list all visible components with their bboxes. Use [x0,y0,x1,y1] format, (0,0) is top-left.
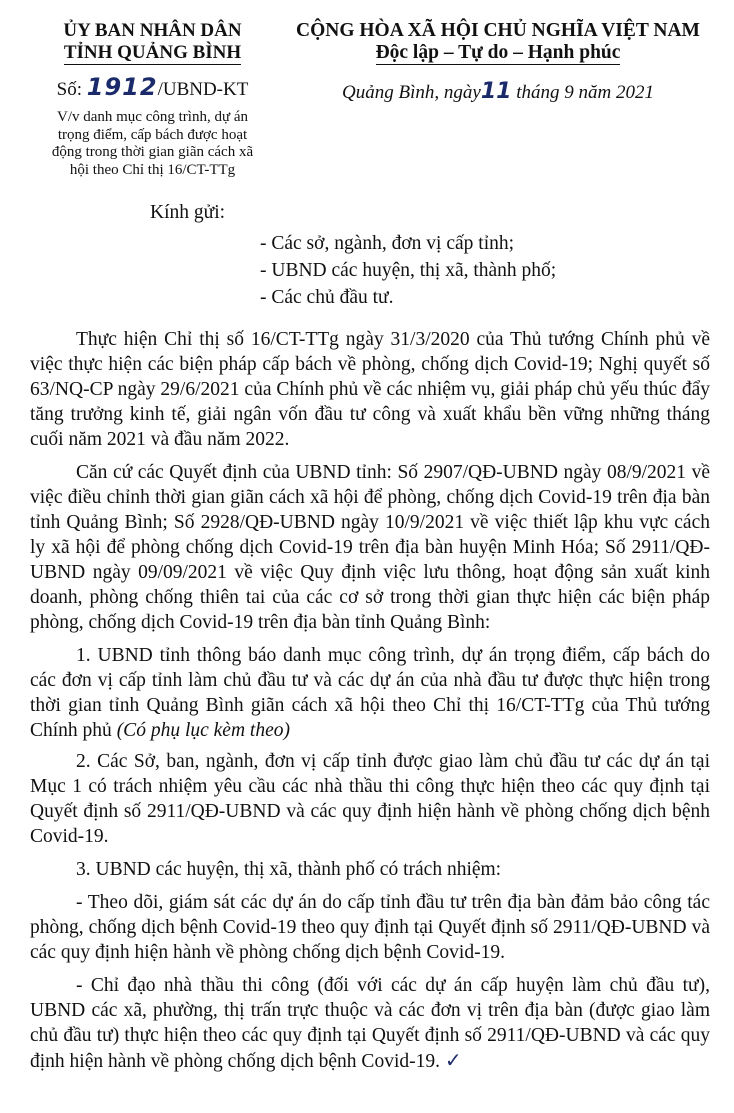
recipient-list [260,230,556,311]
item-3-a: - Theo dõi, giám sát các dự án do cấp tỉnh đầu tư trên địa bàn đảm bảo công tác phòng, chống dịch bệnh Covid-19 theo quy định tại Quyết định số 2911/QĐ-UBND và các quy định hiện hành về phòng chống dịch bệnh Covid-19. [30,892,710,963]
item-2: 2. Các Sở, ban, ngành, đơn vị cấp tỉnh được giao làm chủ đầu tư các dự án tại Mục 1 có trách nhiệm yêu cầu các nhà thầu thi công thực hiện theo các quy định tại Quyết định số 2911/QĐ-UBND và các quy định hiện hành về phòng chống dịch bệnh Covid-19. [30,751,710,847]
document-number-handwritten: 1912 [86,73,158,101]
document-body [30,327,710,1082]
org-name-line1: ỦY BAN NHÂN DÂN [63,20,242,41]
document-number-suffix: /UBND-KT [157,79,249,100]
subject-line: hội theo Chỉ thị 16/CT-TTg [69,161,236,178]
handwritten-check-mark-icon: ✓ [444,1048,462,1072]
recipient-item: - Các chủ đầu tư. [260,287,394,308]
national-motto-text: Độc lập – Tự do – Hạnh phúc [375,42,621,63]
item-1 [30,643,710,743]
subject-line: động trong thời gian giãn cách xã [51,144,254,160]
addressee-label: Kính gửi: [150,202,226,223]
place-and-date [288,80,708,105]
subject-line: V/v danh mục công trình, dự án [56,109,248,125]
body-paragraph-2: Căn cứ các Quyết định của UBND tỉnh: Số 2907/QĐ-UBND ngày 08/9/2021 về việc điều chỉnh thời gian giãn cách xã hội để phòng, chống dịch Covid-19 trên địa bàn tỉnh Quảng Bình; Số 2928/QĐ-UBND ngày 10/9/2021 về việc thiết lập khu vực cách ly xã hội để phòng chống dịch Covid-19 trên địa bàn huyện Minh Hóa; Số 2911/QĐ-UBND ngày 09/09/2021 về việc Quy định việc lưu thông, hoạt động sản xuất kinh doanh, phòng chống thiên tai của các cơ sở trong thời gian thực hiện các biện pháp phòng, chống dịch Covid-19 trên địa bàn tỉnh Quảng Bình: [30,462,710,633]
subject-line: trọng điểm, cấp bách được hoạt [57,126,248,143]
national-motto [288,42,708,64]
item-3-b [30,973,710,1074]
document-subject [30,109,275,179]
document-number-prefix: Số: [56,79,83,100]
recipient-item: - UBND các huyện, thị xã, thành phố; [260,260,557,281]
place-prefix: Quảng Bình, ngày [342,82,481,103]
date-suffix: tháng 9 năm 2021 [516,82,654,103]
date-day-handwritten: 11 [480,79,512,104]
org-name-line2 [30,42,275,64]
national-heading-block [288,20,708,105]
item-1-note: (Có phụ lục kèm theo) [116,720,290,741]
item-3-b-text: - Chỉ đạo nhà thầu thi công (đối với các dự án cấp huyện làm chủ đầu tư), UBND các xã, phường, thị trấn trực thuộc và các đơn vị trên địa bàn (được giao làm chủ đầu tư) thực hiện theo các quy định tại Quyết định số 2911/QĐ-UBND và các quy định hiện hành về phòng chống dịch bệnh Covid-19. [30,975,710,1072]
body-paragraph-1: Thực hiện Chỉ thị số 16/CT-TTg ngày 31/3/2020 của Thủ tướng Chính phủ về việc thực hiện các biện pháp cấp bách về phòng, chống dịch Covid-19; Nghị quyết số 63/NQ-CP ngày 29/6/2021 của Chính phủ về các nhiệm vụ, giải pháp chủ yếu thúc đẩy tăng trưởng kinh tế, giải ngân vốn đầu tư công và xuất khẩu bền vững những tháng cuối năm 2021 và đầu năm 2022. [30,329,710,450]
recipient-item: - Các sở, ngành, đơn vị cấp tỉnh; [260,233,515,254]
document-number [30,74,275,103]
item-1-text: 1. UBND tỉnh thông báo danh mục công trình, dự án trọng điểm, cấp bách do các đơn vị cấp tỉnh làm chủ đầu tư và các dự án của nhà đầu tư được thực hiện trong thời gian tỉnh Quảng Bình giãn cách xã hội theo Chỉ thị 16/CT-TTg của Thủ tướng Chính phủ [30,645,710,741]
org-name-line2-text: TỈNH QUẢNG BÌNH [63,42,242,63]
issuing-authority-block [30,20,275,179]
item-3: 3. UBND các huyện, thị xã, thành phố có trách nhiệm: [76,859,502,880]
national-title: CỘNG HÒA XÃ HỘI CHỦ NGHĨA VIỆT NAM [296,20,700,41]
